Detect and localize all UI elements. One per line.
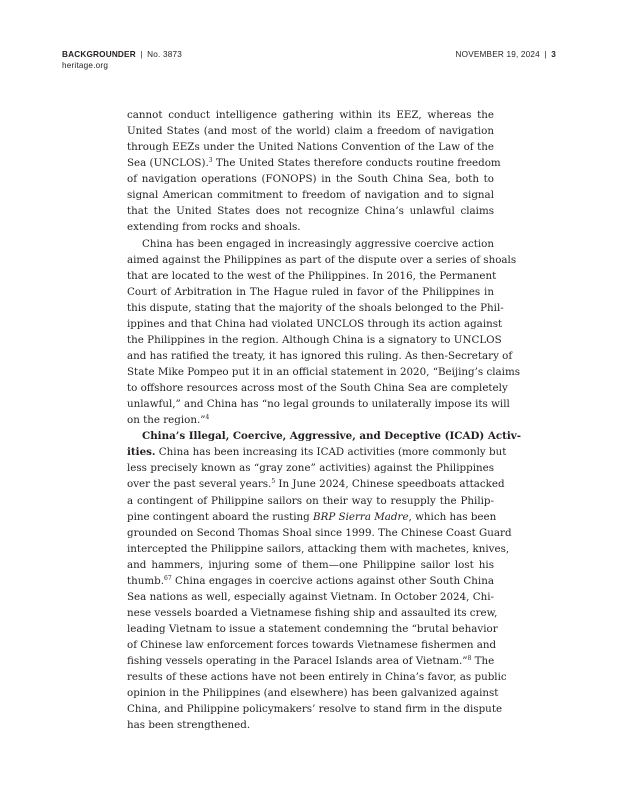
text-line: over the past several years.$^5$ In June 2024, Chinese speedboats attacked [127, 478, 505, 491]
header-separator: | [140, 50, 143, 59]
text-line: opinion in the Philippines (and elsewhere) has been galvanized against [127, 687, 499, 700]
text-line: pine contingent aboard the rusting BRP Sierra Madre, which has been [127, 510, 497, 523]
text-line: aimed against the Philippines as part of the dispute over a series of shoals [127, 253, 517, 266]
text-line: ippines and that China had violated UNCLOS through its action against [127, 317, 503, 330]
text-line: fishing vessels operating in the Paracel Islands area of Vietnam.”$^8$ The [127, 655, 495, 668]
text-line: and hammers, injuring some of them—one Philippine sailor lost his [127, 558, 494, 571]
header-date-info [456, 50, 556, 59]
text-line: United States (and most of the world) claim a freedom of navigation [127, 125, 494, 138]
text-line: through EEZs under the United Nations Convention of the Law of the [127, 141, 494, 154]
footnote-ref: 8 [467, 655, 472, 663]
text-line: Sea (UNCLOS).$^3$ The United States therefore conducts routine freedom [127, 157, 501, 170]
text-line [127, 428, 522, 444]
issue-number: No. 3873 [147, 50, 182, 59]
text-line: Sea nations as well, especially against Vietnam. In October 2024, Chi- [127, 590, 494, 603]
text-line: leading Vietnam to issue a statement condemning the “brutal behavior [127, 623, 498, 635]
text-line: thumb.$^{67}$ China engages in coercive actions against other South China [127, 574, 494, 587]
text-line: unlawful,” and China has “no legal grounds to unilaterally impose its will [127, 398, 510, 411]
text-line: ities. China has been increasing its ICAD activities (more commonly but [127, 446, 507, 459]
text-line: China, and Philippine policymakers’ resolve to stand firm in the dispute [127, 703, 503, 716]
section-heading: China’s Illegal, Coercive, Aggressive, and Deceptive (ICAD) Activ- [142, 430, 522, 443]
page-number: 3 [551, 50, 556, 59]
text-line: State Mike Pompeo put it in an official statement in 2020, “Beijing’s claims [127, 366, 521, 378]
text-line: intercepted the Philippine sailors, attacking them with machetes, knives, [127, 542, 510, 555]
text-line: China has been engaged in increasingly aggressive coercive action [142, 237, 494, 250]
text-line: cannot conduct intelligence gathering within its EEZ, whereas the [127, 109, 494, 121]
header-separator-right: | [544, 50, 547, 59]
header-publication-info [62, 50, 182, 59]
text-line: to offshore resources across most of the South China Sea are completely [127, 382, 508, 395]
footnote-ref: 3 [208, 157, 213, 165]
ship-name: BRP Sierra Madre [313, 510, 409, 523]
footnote-ref: 5 [271, 478, 276, 486]
text-line: of Chinese law enforcement forces towards Vietnamese fishermen and [127, 639, 497, 652]
text-line: signal American commitment to freedom of navigation and to signal [127, 189, 494, 202]
text-line: has been strengthened. [127, 719, 251, 732]
footnote-ref: 67 [164, 574, 172, 582]
text-line: that are located to the west of the Philippines. In 2016, the Permanent [127, 269, 497, 282]
publication-name: BACKGROUNDER [62, 50, 136, 59]
text-line: extending from rocks and shoals. [127, 221, 301, 234]
text-line: a contingent of Philippine sailors on their way to resupply the Philip- [127, 494, 494, 507]
text-line: and has ratified the treaty, it has ignored this ruling. As then-Secretary of [127, 349, 513, 362]
text-line: on the region.”$^4$ [127, 414, 210, 427]
body-text [127, 107, 522, 733]
text-line: this dispute, stating that the majority of the shoals belonged to the Phil- [127, 301, 504, 314]
text-line: Court of Arbitration in The Hague ruled in favor of the Philippines in [127, 285, 494, 298]
text-line: less precisely known as “gray zone” activities) against the Philippines [127, 462, 494, 475]
text-line: grounded on Second Thomas Shoal since 1999. The Chinese Coast Guard [127, 526, 512, 539]
footnote-ref: 4 [205, 414, 210, 422]
text-line: results of these actions have not been entirely in China’s favor, as public [127, 671, 507, 684]
text-line: of navigation operations (FONOPS) in the South China Sea, both to [127, 173, 494, 186]
publication-date: NOVEMBER 19, 2024 [455, 50, 540, 59]
site-url: heritage.org [62, 61, 109, 70]
text-line: that the United States does not recognize China’s unlawful claims [127, 205, 494, 218]
section-heading-end: ities. [127, 446, 156, 459]
text-line: nese vessels boarded a Vietnamese fishing ship and assaulted its crew, [127, 606, 498, 619]
text-line: the Philippines in the region. Although China is a signatory to UNCLOS [127, 333, 502, 346]
